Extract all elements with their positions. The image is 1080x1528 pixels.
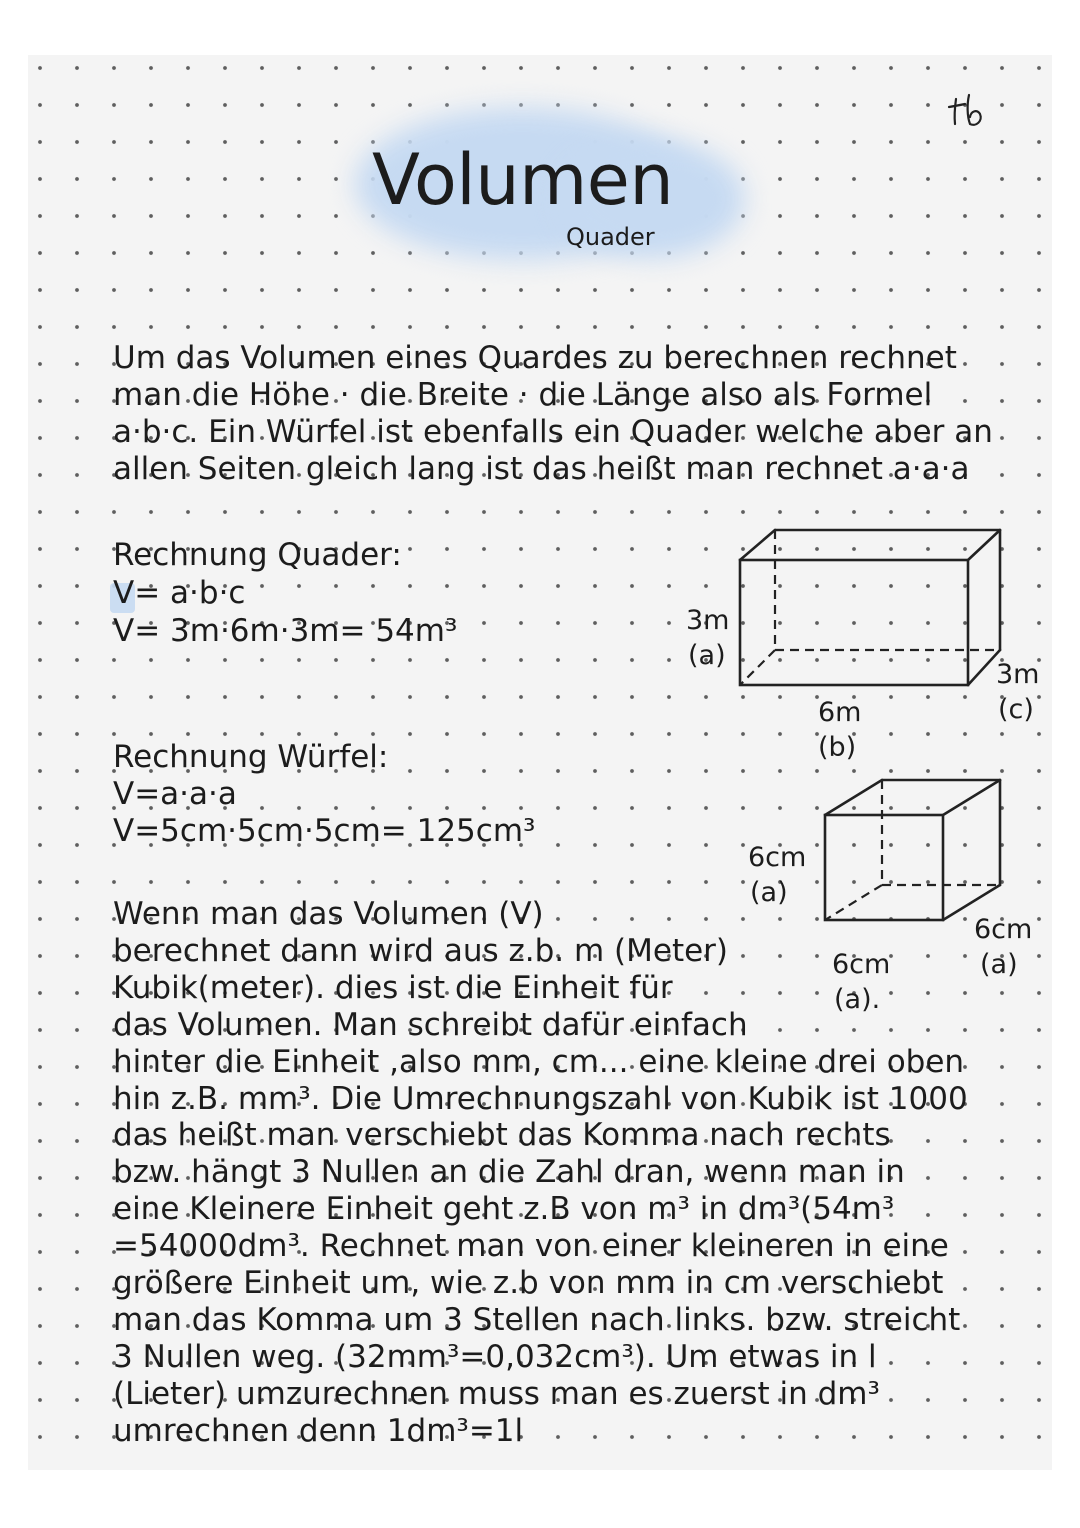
explanation-line: man das Komma um 3 Stellen nach links. bzw. streicht xyxy=(113,1301,961,1338)
cuboid-edge xyxy=(968,530,1000,560)
explanation-line: das Volumen. Man schreibt dafür einfach xyxy=(113,1006,748,1043)
cuboid-height-name: (a) xyxy=(688,640,726,671)
cube-edge xyxy=(825,780,882,815)
cuboid-hidden-edge xyxy=(740,650,775,685)
quader-formula: V= a·b·c xyxy=(113,575,246,611)
cuboid-depth-name: (c) xyxy=(998,694,1034,725)
quader-result: V= 3m·6m·3m= 54m³ xyxy=(113,613,458,649)
cube-depth-value: 6cm xyxy=(974,914,1033,945)
explanation-line: berechnet dann wird aus z.b. m (Meter) xyxy=(113,932,729,969)
cube-height-value: 6cm xyxy=(748,842,807,873)
cuboid-diagram xyxy=(730,520,1020,700)
explanation-line: das heißt man verschiebt das Komma nach rechts xyxy=(113,1117,891,1154)
intro-line: a·b·c. Ein Würfel ist ebenfalls ein Quader welche aber an xyxy=(113,414,993,450)
explanation-line: eine Kleinere Einheit geht z.B von m³ in dm³(54m³ xyxy=(113,1191,895,1228)
explanation-line: hinter die Einheit ,also mm, cm... eine kleine drei oben xyxy=(113,1043,965,1080)
cuboid-width-name: (b) xyxy=(818,732,857,763)
intro-paragraph xyxy=(113,340,993,488)
wuerfel-result: V=5cm·5cm·5cm= 125cm³ xyxy=(113,813,536,849)
intro-line: man die Höhe · die Breite · die Länge also als Formel xyxy=(113,377,933,413)
explanation-line: (Lieter) umzurechnen muss man es zuerst in dm³ xyxy=(113,1375,880,1412)
intro-line: allen Seiten gleich lang ist das heißt man rechnet a·a·a xyxy=(113,451,970,487)
wuerfel-calc-heading: Rechnung Würfel: xyxy=(113,739,389,775)
explanation-line: =54000dm³. Rechnet man von einer kleineren in eine xyxy=(113,1228,949,1265)
cube-depth-name: (a) xyxy=(980,949,1018,980)
quader-calc-heading: Rechnung Quader: xyxy=(113,537,402,573)
page-title: Volumen xyxy=(372,139,674,221)
cuboid-width-value: 6m xyxy=(818,697,862,728)
cube-width-name: (a). xyxy=(834,984,881,1015)
wuerfel-calculation xyxy=(113,739,535,850)
explanation-line: bzw. hängt 3 Nullen an die Zahl dran, wenn man in xyxy=(113,1154,905,1191)
explanation-line: 3 Nullen weg. (32mm³=0,032cm³). Um etwas in l xyxy=(113,1338,877,1375)
cuboid-height-value: 3m xyxy=(686,605,730,636)
explanation-line: umrechnen denn 1dm³=1l xyxy=(113,1412,524,1449)
cuboid-depth-value: 3m xyxy=(996,659,1040,690)
intro-line: Um das Volumen eines Quardes zu berechnen rechnet xyxy=(113,340,957,376)
explanation-line: Kubik(meter). dies ist die Einheit für xyxy=(113,969,673,1006)
explanation-line: hin z.B. mm³. Die Umrechnungszahl von Kubik ist 1000 xyxy=(113,1080,968,1117)
cube-width-value: 6cm xyxy=(832,949,891,980)
cuboid-edge xyxy=(740,530,775,560)
explanation-paragraph xyxy=(113,896,968,1450)
explanation-line: Wenn man das Volumen (V) xyxy=(113,896,544,932)
cube-edge xyxy=(943,780,1000,815)
explanation-line: größere Einheit um, wie z.b von mm in cm verschiebt xyxy=(113,1265,944,1302)
quader-calculation xyxy=(113,536,457,650)
signature xyxy=(946,90,994,132)
page-subtitle: Quader xyxy=(566,223,655,251)
wuerfel-formula: V=a·a·a xyxy=(113,776,237,812)
cube-height-name: (a) xyxy=(750,877,788,908)
